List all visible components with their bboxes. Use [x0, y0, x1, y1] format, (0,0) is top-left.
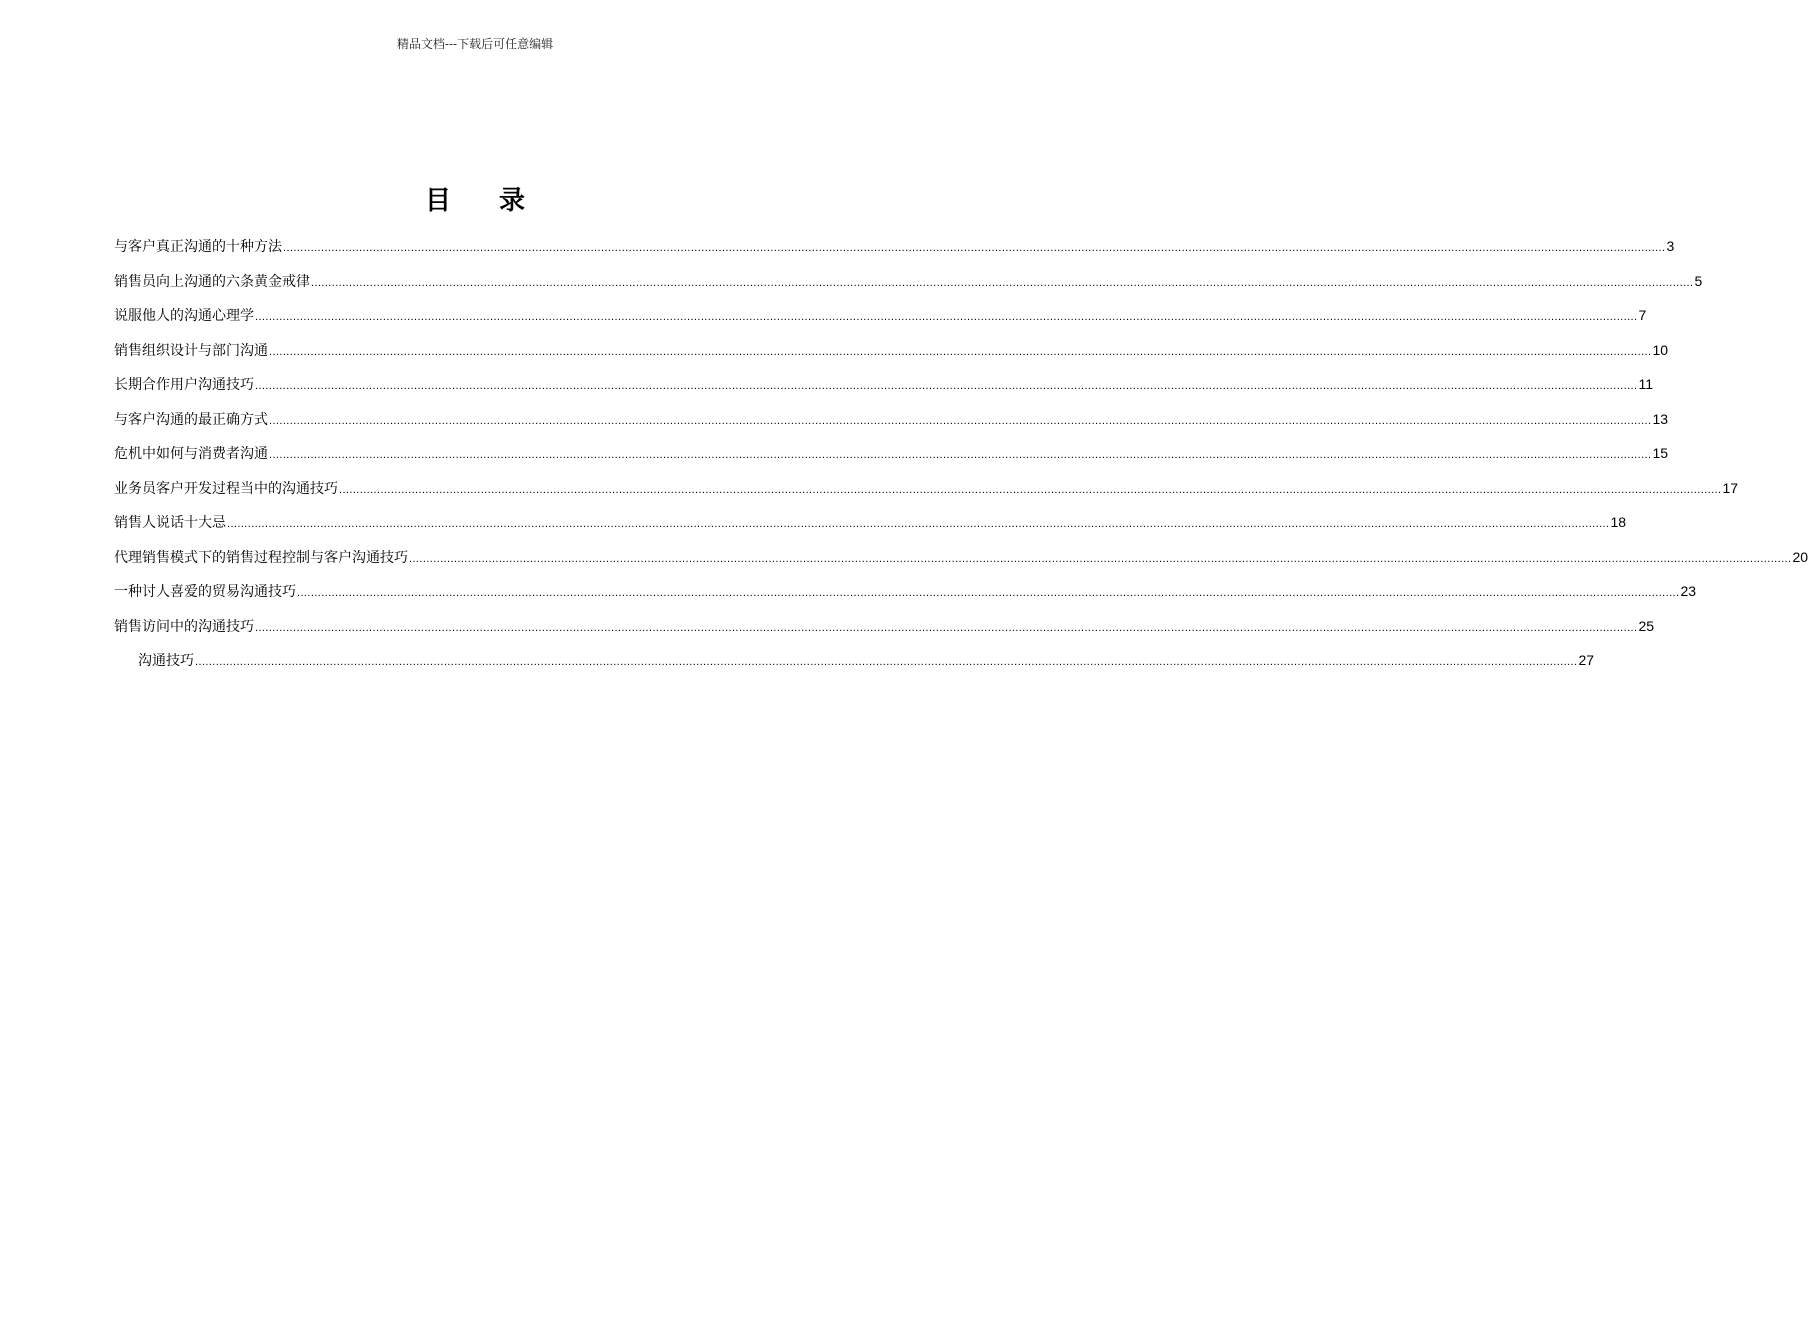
toc-entry-page-number[interactable]: 18: [1610, 514, 1627, 530]
toc-entry-title[interactable]: 一种讨人喜爱的贸易沟通技巧: [114, 584, 296, 600]
toc-entry-title[interactable]: 长期合作用户沟通技巧: [114, 377, 254, 393]
toc-entry-page-number[interactable]: 7: [1638, 307, 1647, 323]
toc-dot-leader: ................................................................................................................................................................................................................................................................................................................................................................................................................: [297, 587, 1680, 599]
toc-dot-leader: ................................................................................................................................................................................................................................................................................................................................................................................................................: [195, 656, 1578, 668]
toc-entry[interactable]: [114, 373, 1654, 408]
toc-dot-leader: ................................................................................................................................................................................................................................................................................................................................................................................................................: [255, 621, 1638, 634]
table-of-contents: [114, 235, 1808, 684]
toc-entry-title[interactable]: 销售员向上沟通的六条黄金戒律: [114, 273, 310, 290]
toc-entry-page-number[interactable]: 5: [1694, 272, 1703, 289]
toc-entry[interactable]: [114, 546, 1808, 581]
toc-entry[interactable]: [114, 580, 1697, 615]
toc-entry-title[interactable]: 说服他人的沟通心理学: [114, 308, 254, 324]
toc-entry-page-number[interactable]: 23: [1680, 583, 1697, 599]
toc-entry-page-number[interactable]: 15: [1652, 445, 1669, 461]
toc-entry-title[interactable]: 销售访问中的沟通技巧: [114, 618, 254, 635]
toc-entry[interactable]: [114, 649, 1595, 684]
toc-dot-leader: ................................................................................................................................................................................................................................................................................................................................................................................................................: [311, 276, 1694, 289]
toc-entry[interactable]: [114, 408, 1669, 443]
toc-entry[interactable]: [114, 304, 1647, 339]
toc-dot-leader: ................................................................................................................................................................................................................................................................................................................................................................................................................: [255, 380, 1638, 392]
toc-dot-leader: ................................................................................................................................................................................................................................................................................................................................................................................................................: [339, 483, 1722, 496]
toc-entry-title[interactable]: 危机中如何与消费者沟通: [114, 446, 268, 462]
toc-dot-leader: ................................................................................................................................................................................................................................................................................................................................................................................................................: [269, 449, 1652, 461]
toc-dot-leader: ................................................................................................................................................................................................................................................................................................................................................................................................................: [269, 414, 1652, 427]
toc-entry[interactable]: [114, 511, 1627, 546]
toc-entry-page-number[interactable]: 20: [1792, 548, 1808, 565]
toc-entry-title[interactable]: 业务员客户开发过程当中的沟通技巧: [114, 480, 338, 497]
toc-entry[interactable]: [114, 235, 1675, 270]
toc-entry-page-number[interactable]: 3: [1666, 238, 1675, 254]
toc-entry[interactable]: [114, 270, 1703, 305]
toc-title: 目录: [424, 186, 573, 216]
toc-entry-title[interactable]: 代理销售模式下的销售过程控制与客户沟通技巧: [114, 549, 408, 566]
toc-entry-page-number[interactable]: 17: [1722, 479, 1739, 496]
toc-entry[interactable]: [114, 339, 1669, 374]
toc-entry[interactable]: [114, 442, 1669, 477]
toc-entry-page-number[interactable]: 10: [1652, 341, 1669, 358]
toc-dot-leader: ................................................................................................................................................................................................................................................................................................................................................................................................................: [269, 345, 1652, 358]
toc-dot-leader: ................................................................................................................................................................................................................................................................................................................................................................................................................: [409, 552, 1792, 565]
toc-entry-title[interactable]: 销售组织设计与部门沟通: [114, 342, 268, 359]
toc-entry[interactable]: [114, 615, 1655, 650]
toc-entry[interactable]: [114, 477, 1739, 512]
toc-entry-title[interactable]: 销售人说话十大忌: [114, 515, 226, 531]
toc-entry-page-number[interactable]: 27: [1578, 652, 1595, 668]
toc-dot-leader: ................................................................................................................................................................................................................................................................................................................................................................................................................: [227, 518, 1610, 530]
page-header: 精品文档---下载后可任意编辑: [396, 37, 554, 51]
toc-entry-title[interactable]: 与客户真正沟通的十种方法: [114, 239, 282, 255]
toc-entry-page-number[interactable]: 25: [1638, 617, 1655, 634]
toc-entry-title[interactable]: 与客户沟通的最正确方式: [114, 411, 268, 428]
toc-entry-title[interactable]: 沟通技巧: [138, 653, 194, 669]
toc-entry-page-number[interactable]: 13: [1652, 410, 1669, 427]
toc-dot-leader: ................................................................................................................................................................................................................................................................................................................................................................................................................: [283, 242, 1666, 254]
toc-entry-page-number[interactable]: 11: [1638, 376, 1654, 392]
toc-dot-leader: ................................................................................................................................................................................................................................................................................................................................................................................................................: [255, 311, 1638, 323]
